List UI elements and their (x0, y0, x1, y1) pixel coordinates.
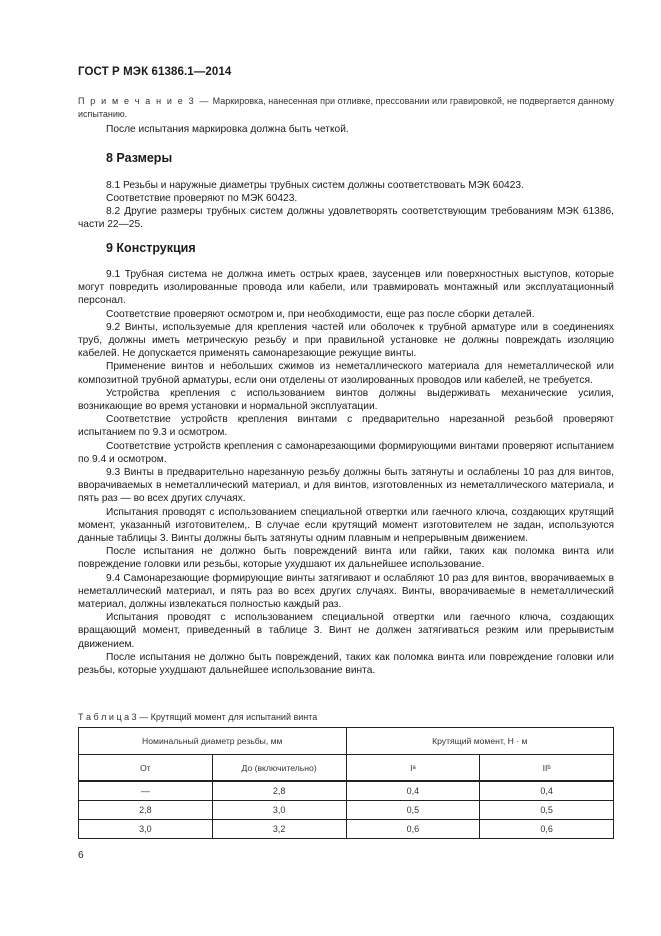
header-col-II: IIᵇ (480, 755, 614, 782)
header-from: От (79, 755, 213, 782)
paragraph: Соответствие устройств крепления с самонарезающими формирующими винтами проверяют испытанием по 9.4 и осмотром. (78, 440, 614, 465)
cell-to: 2,8 (212, 781, 346, 801)
cell-from: 3,0 (79, 820, 213, 839)
section-8-p3: 8.2 Другие размеры трубных систем должны удовлетворять соответствующим требованиям МЭК 61386, части 22—25. (78, 206, 614, 231)
cell-to: 3,0 (212, 801, 346, 820)
table-row (79, 820, 614, 839)
table-3 (78, 727, 614, 839)
section-9-title: 9 Конструкция (106, 241, 196, 255)
paragraph: Применение винтов и небольших сжимов из неметаллического материала для неметаллической или композитной трубной арматуры, если они отделены от изолированных проводов или кабелей, не требуется. (78, 361, 614, 386)
table-row (79, 801, 614, 820)
table-subheader-row (79, 755, 614, 782)
note-text: Маркировка, нанесенная при отливке, прессовании или гравировкой, не подвергается данному испытанию. (78, 96, 614, 119)
section-8-p2: Соответствие проверяют по МЭК 60423. (106, 193, 298, 204)
cell-I: 0,4 (346, 781, 480, 801)
cell-I: 0,5 (346, 801, 480, 820)
note-3 (78, 95, 614, 120)
cell-II: 0,4 (480, 781, 614, 801)
paragraph: После испытания не должно быть повреждений винта или гайки, таких как поломка винта или повреждение головки или резьбы, которые ухудшают их дальнейшее использование. (78, 546, 614, 571)
table-3-caption: Т а б л и ц а 3 — Крутящий момент для испытаний винта (78, 712, 318, 722)
note-label: П р и м е ч а н и е 3 — (78, 96, 211, 106)
header-diameter: Номинальный диаметр резьбы, мм (79, 728, 347, 755)
after-test-paragraph: После испытания маркировка должна быть четкой. (106, 124, 349, 135)
cell-to: 3,2 (212, 820, 346, 839)
paragraph: Соответствие проверяют осмотром и, при необходимости, еще раз после сборки деталей. (106, 308, 535, 320)
cell-I: 0,6 (346, 820, 480, 839)
table-header-row (79, 728, 614, 755)
header-to: До (включительно) (212, 755, 346, 782)
header-torque: Крутящий момент, Н · м (346, 728, 614, 755)
table-row (79, 781, 614, 801)
section-8-p1: 8.1 Резьбы и наружные диаметры трубных систем должны соответствовать МЭК 60423. (106, 180, 524, 191)
cell-II: 0,5 (480, 801, 614, 820)
section-9-body (78, 268, 614, 677)
paragraph: 9.1 Трубная система не должна иметь острых краев, заусенцев или поверхностных выступов, которые могут повредить изолированные провода или кабели, или травмировать монтажный или эксплуатационный персонал. (78, 269, 614, 307)
page-number: 6 (78, 850, 84, 861)
paragraph: Испытания проводят с использованием специальной отвертки или гаечного ключа, создающих крутящий момент, указанный изготовителем,. В случае если крутящий момент изготовителем не задан, используются данные таблицы 3. Винты должны быть затянуты одним плавным и непрерывным движением. (78, 506, 614, 545)
paragraph: Испытания проводят с использованием специальной отвертки или гаечного ключа, создающих вращающий момент, приведенный в таблице 3. Винт не должен затягиваться резким или прерывистым движением. (78, 612, 614, 650)
section-8-title: 8 Размеры (106, 151, 173, 165)
cell-from: 2,8 (79, 801, 213, 820)
header-col-I: Iᵃ (346, 755, 480, 782)
paragraph: Соответствие устройств крепления винтами с предварительно нарезанной резьбой проверяют испытанием по 9.3 и осмотром. (78, 414, 614, 439)
cell-from: — (79, 781, 213, 801)
paragraph: 9.4 Самонарезающие формирующие винты затягивают и ослабляют 10 раз для винтов, вворачиваемых в неметаллический материал, и пять раз во всех других случаях. Винты, вворачиваемые в неметаллический материал, должны извлекаться полностью каждый раз. (78, 572, 614, 611)
standard-header: ГОСТ Р МЭК 61386.1—2014 (78, 66, 232, 78)
cell-II: 0,6 (480, 820, 614, 839)
paragraph: 9.2 Винты, используемые для крепления частей или оболочек к трубной арматуре или в соединениях труб, должны иметь метрическую резьбу и при правильной установке не должны повреждать изоляцию кабелей. Не допускается применять самонарезающие режущие винты. (78, 321, 614, 360)
paragraph: Устройства крепления с использованием винтов должны выдерживать механические усилия, возникающие во время установки и нормальной эксплуатации. (78, 387, 614, 413)
paragraph: После испытания не должно быть повреждений, таких как поломка винта или повреждение головки или резьбы, которые ухудшают дальнейшее использование винта. (78, 651, 614, 677)
paragraph: 9.3 Винты в предварительно нарезанную резьбу должны быть затянуты и ослаблены 10 раз для винтов, вворачиваемых в неметаллический материал, и для винтов, изготовленных из неметаллического материала, и пять раз — во всех других случаях. (78, 467, 614, 505)
